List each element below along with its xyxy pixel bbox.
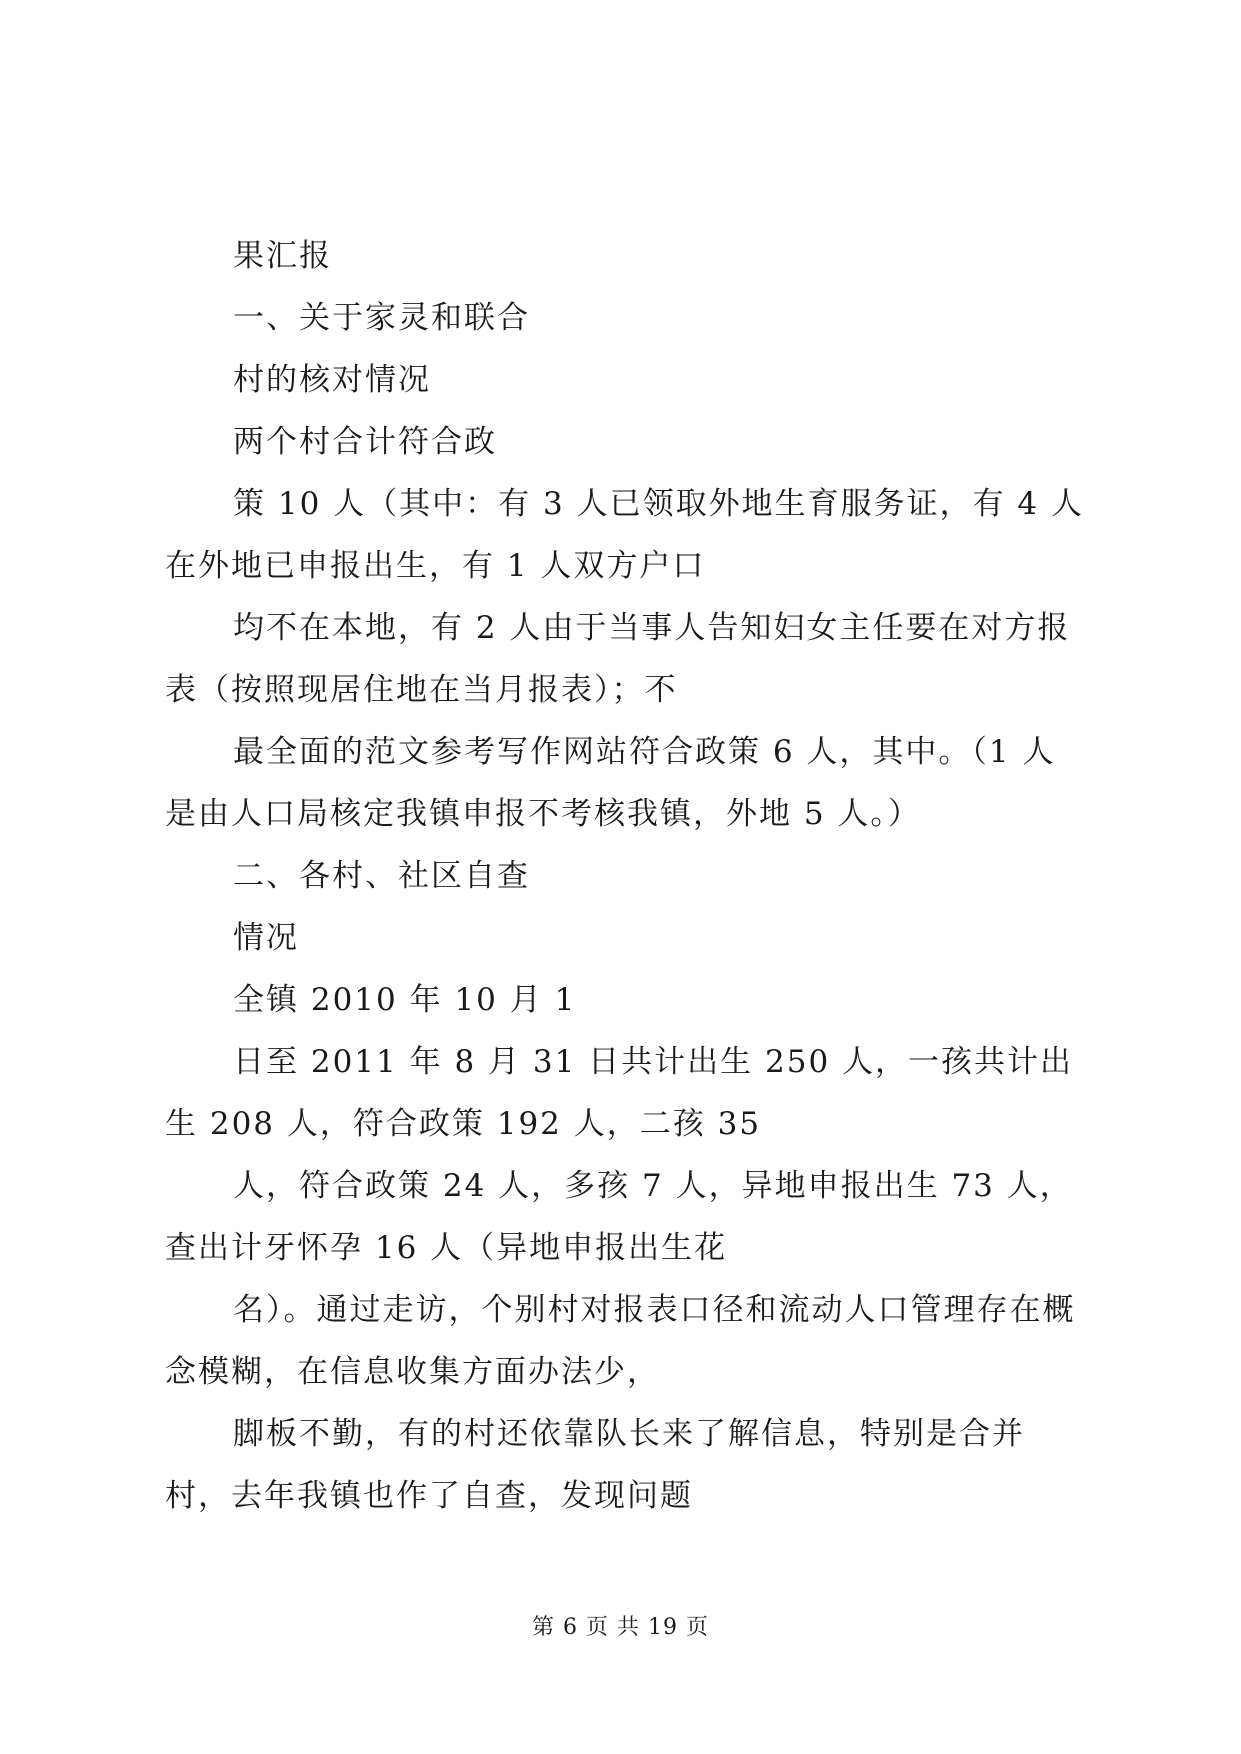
- paragraph: 最全面的范文参考写作网站符合政策 6 人，其中。（1 人是由人口局核定我镇申报不考核我镇，外地 5 人。）: [165, 734, 1056, 832]
- paragraph: 脚板不勤，有的村还依靠队长来了解信息，特别是合并村，去年我镇也作了自查，发现问题: [165, 1416, 1025, 1514]
- paragraph: 策 10 人（其中：有 3 人已领取外地生育服务证，有 4 人在外地已申报出生，有 1 人双方户口: [165, 486, 1085, 584]
- paragraph: 均不在本地，有 2 人由于当事人告知妇女主任要在对方报表（按照现居住地在当月报表）；不: [165, 610, 1071, 708]
- paragraph: 名）。通过走访，个别村对报表口径和流动人口管理存在概念模糊，在信息收集方面办法少，: [165, 1292, 1076, 1390]
- page-number-footer: 第 6 页 共 19 页: [532, 1615, 709, 1640]
- paragraph: 日至 2011 年 8 月 31 日共计出生 250 人，一孩共计出生 208 人，符合政策 192 人，二孩 35: [165, 1044, 1074, 1142]
- paragraph: 两个村合计符合政: [233, 424, 497, 460]
- paragraph: 一、关于家灵和联合: [233, 300, 530, 336]
- paragraph: 全镇 2010 年 10 月 1: [233, 982, 577, 1018]
- document-body: [165, 225, 1085, 1527]
- paragraph: 果汇报: [233, 238, 332, 274]
- paragraph: 人，符合政策 24 人，多孩 7 人，异地申报出生 73 人，查出计牙怀孕 16 人（异地申报出生花: [165, 1168, 1073, 1266]
- paragraph: 村的核对情况: [233, 362, 431, 398]
- paragraph: 情况: [233, 920, 299, 956]
- paragraph: 二、各村、社区自查: [233, 858, 530, 894]
